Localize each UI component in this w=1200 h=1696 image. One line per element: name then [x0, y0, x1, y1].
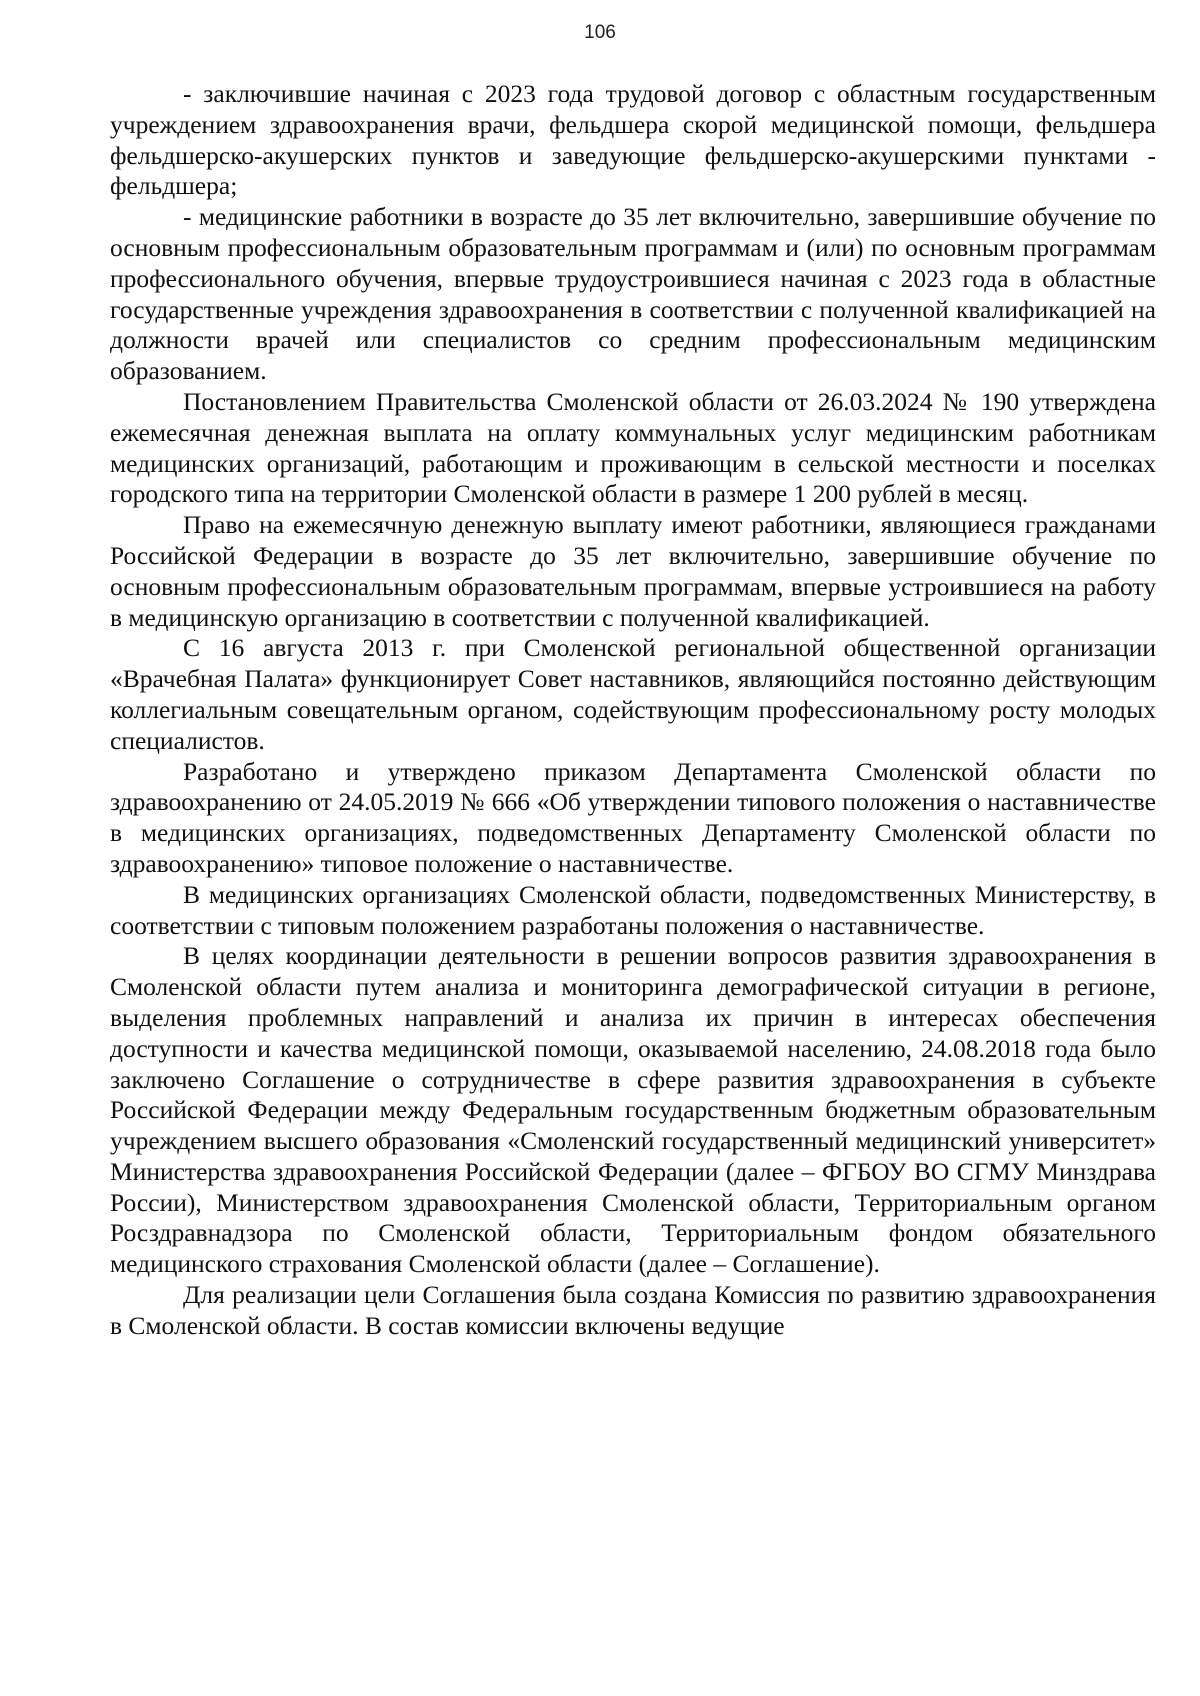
paragraph-young-medical-workers: - медицинские работники в возрасте до 35 лет включительно, завершившие обучение по основным профессиональным образовательным программам и (или) по основным программам профессионального обучения, впервые трудоустроившиеся начиная с 2023 года в областные государственные учреждения здравоохранения в соответствии с полученной квалификацией на должности врачей или специалистов со средним профессиональным медицинским образованием. [110, 202, 1156, 386]
paragraph-mentors-council: С 16 августа 2013 г. при Смоленской региональной общественной организации «Врачебная Палата» функционирует Совет наставников, являющийся постоянно действующим коллегиальным совещательным органом, содействующим профессиональному росту молодых специалистов. [110, 633, 1156, 755]
paragraph-utility-payment-decree: Постановлением Правительства Смоленской области от 26.03.2024 № 190 утверждена ежемесячная денежная выплата на оплату коммунальных услуг медицинским работникам медицинских организаций, работающим и проживающим в сельской местности и поселках городского типа на территории Смоленской области в размере 1 200 рублей в месяц. [110, 386, 1156, 509]
paragraph-development-commission: Для реализации цели Соглашения была создана Комиссия по развитию здравоохранения в Смоленской области. В состав комиссии включены ведущие [110, 1280, 1156, 1340]
page-number: 106 [584, 22, 616, 43]
paragraph-cooperation-agreement: В целях координации деятельности в решении вопросов развития здравоохранения в Смоленской области путем анализа и мониторинга демографической ситуации в регионе, выделения проблемных направлений и анализа их причин в интересах обеспечения доступности и качества медицинской помощи, оказываемой населению, 24.08.2018 года было заключено Соглашение о сотрудничестве в сфере развития здравоохранения в субъекте Российской Федерации между Федеральным государственным бюджетным образовательным учреждением высшего образования «Смоленский государственный медицинский университет» Министерства здравоохранения Российской Федерации (далее – ФГБОУ ВО СГМУ Минздрава России), Министерством здравоохранения Смоленской области, Территориальным органом Росздравнадзора по Смоленской области, Территориальным фондом обязательного медицинского страхования Смоленской области (далее – Соглашение). [110, 941, 1156, 1279]
paragraph-organization-regulations: В медицинских организациях Смоленской области, подведомственных Министерству, в соответствии с типовым положением разработаны положения о наставничестве. [110, 879, 1156, 940]
paragraph-payment-eligibility: Право на ежемесячную денежную выплату имеют работники, являющиеся гражданами Российской Федерации в возрасте до 35 лет включительно, завершившие обучение по основным профессиональным образовательным программам, впервые устроившиеся на работу в медицинскую организацию в соответствии с полученной квалификацией. [110, 510, 1156, 632]
paragraph-contract-physicians: - заключившие начиная с 2023 года трудовой договор с областным государственным учреждением здравоохранения врачи, фельдшера скорой медицинской помощи, фельдшера фельдшерско-акушерских пунктов и заведующие фельдшерско-акушерскими пунктами - фельдшера; [110, 79, 1156, 201]
document-body [110, 79, 1156, 1342]
paragraph-mentoring-regulation: Разработано и утверждено приказом Департамента Смоленской области по здравоохранению от 24.05.2019 № 666 «Об утверждении типового положения о наставничестве в медицинских организациях, подведомственных Департаменту Смоленской области по здравоохранению» типовое положение о наставничестве. [110, 756, 1156, 878]
